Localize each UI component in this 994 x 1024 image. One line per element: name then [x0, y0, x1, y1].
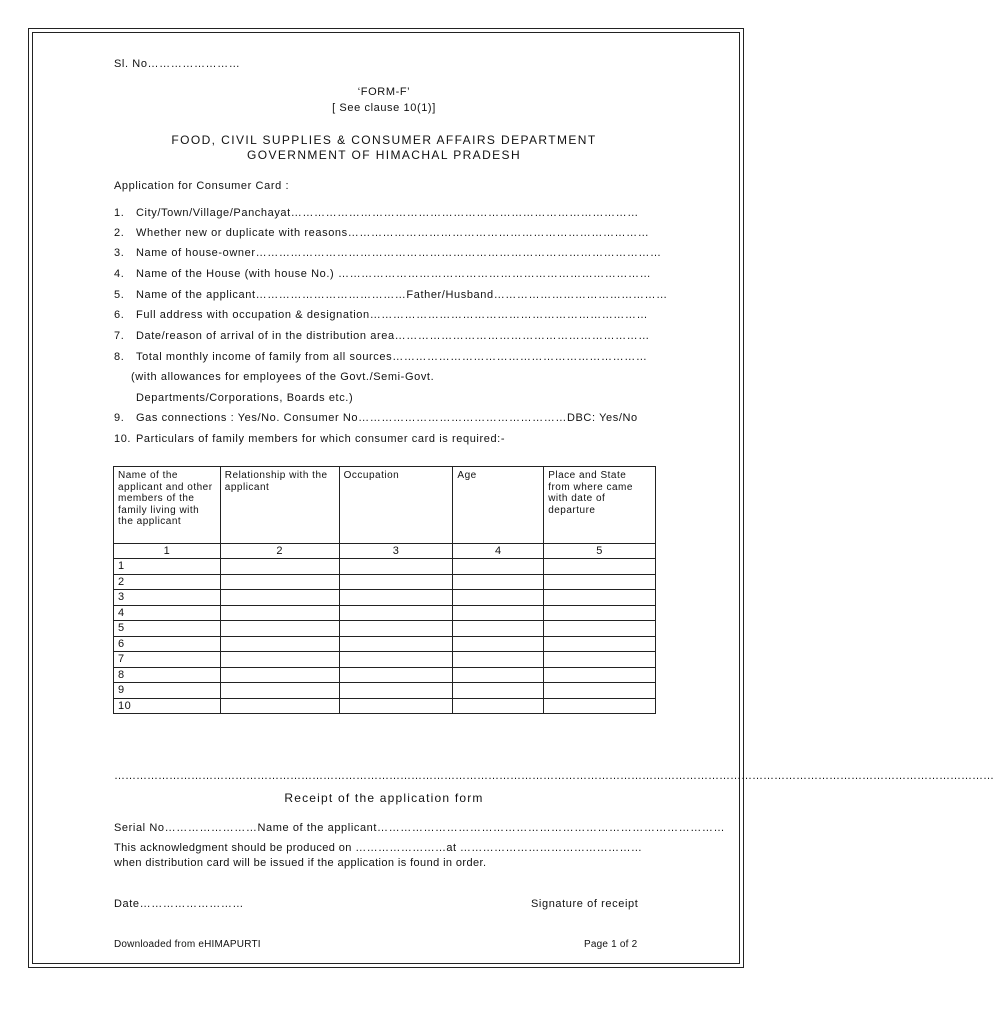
table-cell[interactable] [453, 636, 544, 652]
footer-page-number: Page 1 of 2 [584, 939, 638, 950]
column-number: 2 [220, 544, 339, 559]
table-header-row [114, 467, 656, 544]
table-cell[interactable] [220, 667, 339, 683]
table-row [114, 667, 656, 683]
table-cell[interactable] [220, 559, 339, 575]
table-cell[interactable] [220, 636, 339, 652]
table-cell[interactable] [220, 605, 339, 621]
form-item-8[interactable]: 8. Total monthly income of family from all sources………………………………………………………… [114, 351, 648, 363]
table-cell[interactable] [339, 574, 453, 590]
form-item-7[interactable]: 7. Date/reason of arrival of in the distribution area………………………………………………………… [114, 330, 650, 342]
row-number[interactable]: 10 [114, 698, 221, 714]
table-row [114, 683, 656, 699]
column-number-row [114, 544, 656, 559]
header-age: Age [453, 467, 544, 544]
table-row [114, 621, 656, 637]
table-cell[interactable] [453, 698, 544, 714]
table-cell[interactable] [339, 667, 453, 683]
application-heading: Application for Consumer Card : [114, 180, 290, 192]
receipt-title: Receipt of the application form [284, 791, 484, 805]
table-cell[interactable] [544, 698, 656, 714]
table-cell[interactable] [544, 605, 656, 621]
form-item-3[interactable]: 3. Name of house-owner…………………………………………………………………………………………… [114, 247, 662, 259]
column-number: 4 [453, 544, 544, 559]
table-cell[interactable] [220, 621, 339, 637]
header-occupation: Occupation [339, 467, 453, 544]
table-cell[interactable] [220, 652, 339, 668]
table-cell[interactable] [220, 698, 339, 714]
column-number: 3 [339, 544, 453, 559]
table-cell[interactable] [339, 621, 453, 637]
receipt-serial-line[interactable]: Serial No……………………Name of the applicant……………………………………………………………………………… [114, 822, 726, 834]
table-row [114, 605, 656, 621]
table-cell[interactable] [544, 636, 656, 652]
header-name: Name of the applicant and other members of the family living with the applicant [114, 467, 221, 544]
form-item-10: 10. Particulars of family members for which consumer card is required:- [114, 433, 506, 445]
form-item-2[interactable]: 2. Whether new or duplicate with reasons…………………………………………………………………… [114, 227, 650, 239]
row-number[interactable]: 1 [114, 559, 221, 575]
receipt-ack-line-1[interactable]: This acknowledgment should be produced on ……………………at ………………………………………… [114, 842, 643, 854]
table-cell[interactable] [544, 621, 656, 637]
row-number[interactable]: 2 [114, 574, 221, 590]
table-row [114, 574, 656, 590]
column-number: 5 [544, 544, 656, 559]
row-number[interactable]: 3 [114, 590, 221, 606]
table-cell[interactable] [339, 636, 453, 652]
table-cell[interactable] [339, 605, 453, 621]
table-row [114, 636, 656, 652]
table-cell[interactable] [453, 574, 544, 590]
table-cell[interactable] [339, 683, 453, 699]
receipt-signature: Signature of receipt [531, 898, 639, 910]
table-cell[interactable] [339, 590, 453, 606]
table-cell[interactable] [453, 590, 544, 606]
table-cell[interactable] [220, 590, 339, 606]
table-cell[interactable] [339, 559, 453, 575]
table-cell[interactable] [544, 559, 656, 575]
table-cell[interactable] [220, 574, 339, 590]
form-item-4[interactable]: 4. Name of the House (with house No.) ……………………………………………………………………… [114, 268, 652, 280]
government-heading: GOVERNMENT OF HIMACHAL PRADESH [246, 148, 522, 162]
form-item-5[interactable]: 5. Name of the applicant…………………………………Father/Husband……………………………………… [114, 289, 668, 301]
row-number[interactable]: 5 [114, 621, 221, 637]
form-item-9[interactable]: 9. Gas connections : Yes/No. Consumer No………………………………………………DBC: Yes/No [114, 412, 638, 424]
row-number[interactable]: 4 [114, 605, 221, 621]
form-item-1[interactable]: 1. City/Town/Village/Panchayat……………………………………………………………………………… [114, 207, 639, 219]
table-cell[interactable] [453, 652, 544, 668]
column-number: 1 [114, 544, 221, 559]
table-cell[interactable] [544, 667, 656, 683]
row-number[interactable]: 8 [114, 667, 221, 683]
header-relationship: Relationship with the applicant [220, 467, 339, 544]
serial-number: Sl. No…………………… [114, 58, 241, 70]
cut-line: …………………………………………………………………………………………………………………………………………………………………………………………………………………… [114, 770, 994, 782]
table-row [114, 590, 656, 606]
form-title: ‘FORM-F’ [357, 86, 411, 98]
row-number[interactable]: 9 [114, 683, 221, 699]
table-cell[interactable] [544, 652, 656, 668]
form-item-8-note-2: Departments/Corporations, Boards etc.) [136, 392, 354, 404]
table-cell[interactable] [453, 683, 544, 699]
table-row [114, 698, 656, 714]
table-cell[interactable] [339, 698, 453, 714]
table-cell[interactable] [220, 683, 339, 699]
row-number[interactable]: 6 [114, 636, 221, 652]
receipt-ack-line-2: when distribution card will be issued if the application is found in order. [114, 857, 487, 869]
table-cell[interactable] [339, 652, 453, 668]
table-row [114, 559, 656, 575]
table-row [114, 652, 656, 668]
clause-reference: [ See clause 10(1)] [332, 102, 436, 114]
table-cell[interactable] [544, 683, 656, 699]
table-cell[interactable] [453, 559, 544, 575]
family-members-table [113, 466, 656, 714]
receipt-date[interactable]: Date……………………… [114, 898, 245, 910]
table-cell[interactable] [544, 590, 656, 606]
table-cell[interactable] [544, 574, 656, 590]
department-heading: FOOD, CIVIL SUPPLIES & CONSUMER AFFAIRS DEPARTMENT [171, 133, 597, 147]
form-item-8-note-1: (with allowances for employees of the Govt./Semi-Govt. [131, 371, 435, 383]
row-number[interactable]: 7 [114, 652, 221, 668]
header-place-state: Place and State from where came with date of departure [544, 467, 656, 544]
footer-source: Downloaded from eHIMAPURTI [114, 939, 261, 950]
form-item-6[interactable]: 6. Full address with occupation & designation……………………………………………………………… [114, 309, 649, 321]
table-cell[interactable] [453, 605, 544, 621]
table-cell[interactable] [453, 667, 544, 683]
table-cell[interactable] [453, 621, 544, 637]
